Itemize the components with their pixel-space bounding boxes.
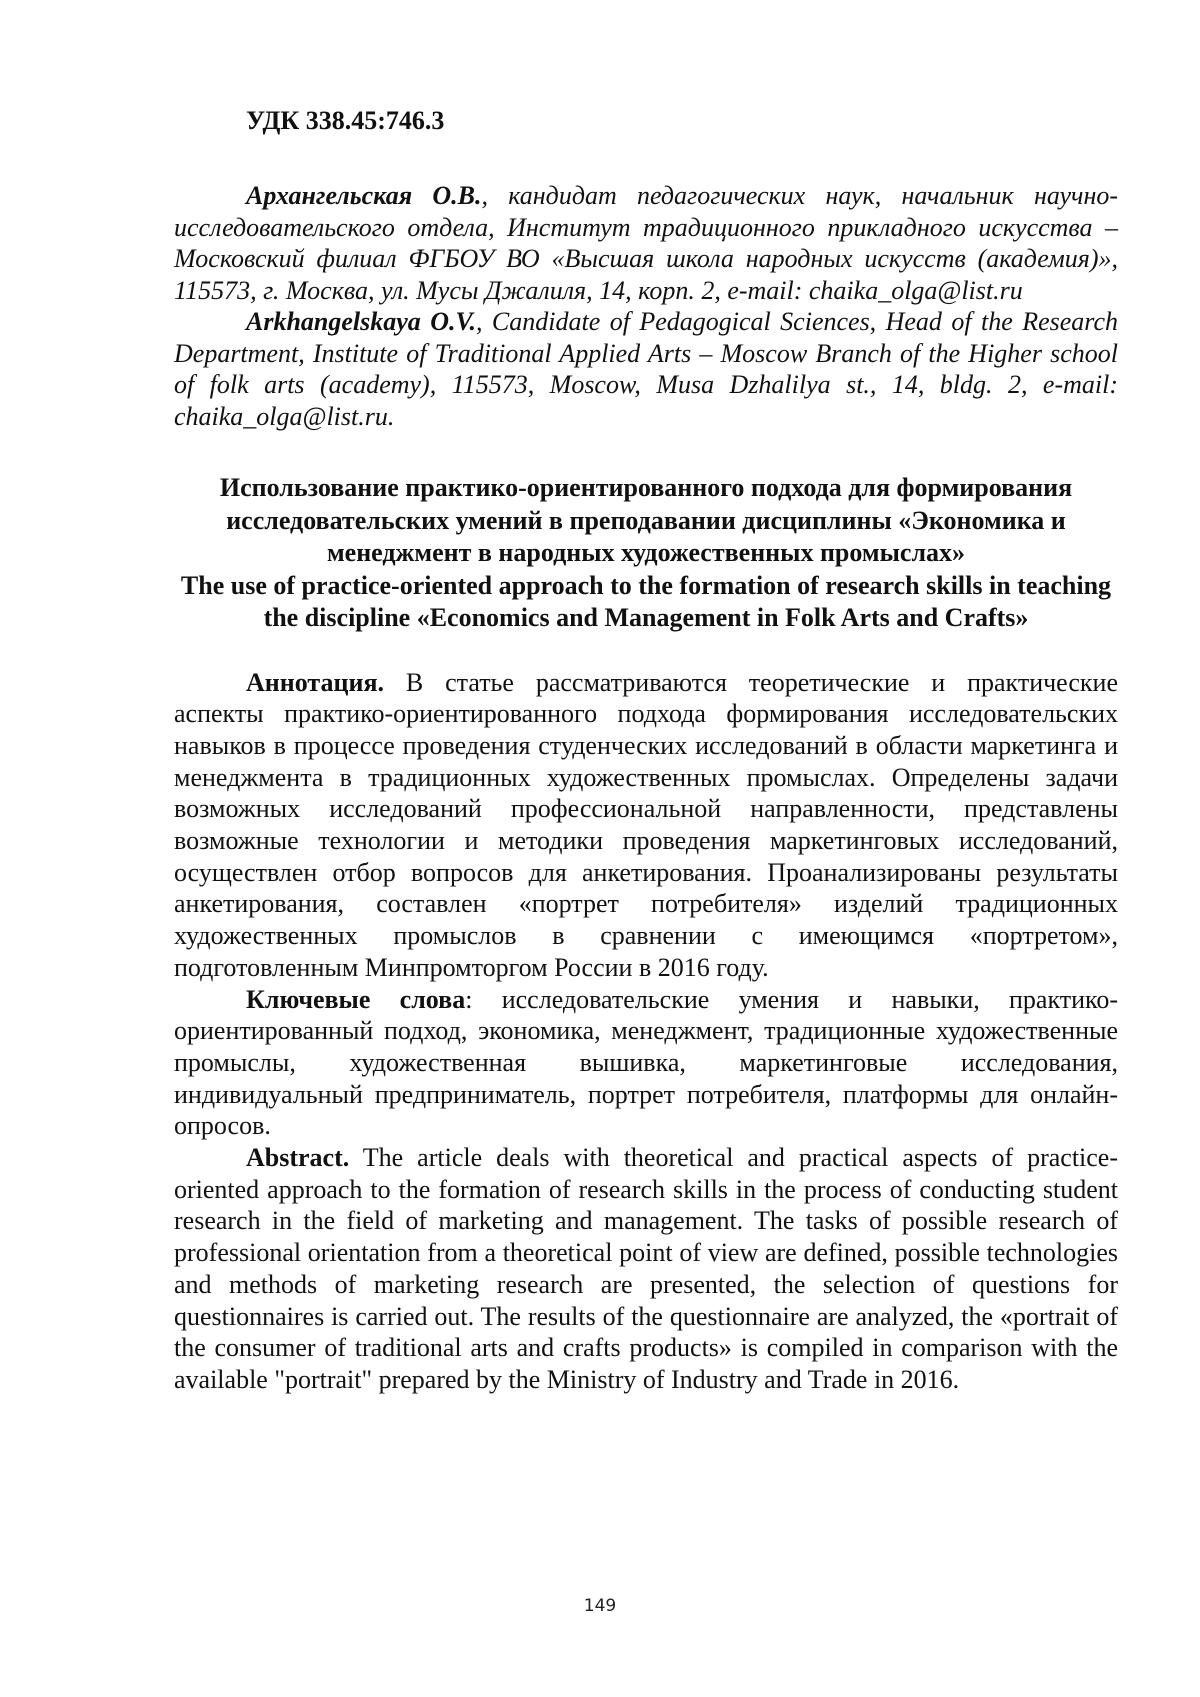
annotation-text: В статье рассматриваются теоретические и практические аспекты практико-ориентированного подхода формирования исследовательских навыков в процессе проведения студенческих исследований в области маркетинга и менеджмента в традиционных художественных промыслах. Определены задачи возможных исследований профессиональной направленности, представлены возможные технологии и методики проведения маркетинговых исследований, осуществлен отбор вопросов для анкетирования. Проанализированы результаты анкетирования, составлен «портрет потребителя» изделий традиционных художественных промыслов в сравнении с имеющимся «портретом», подготовленным Минпромторгом России в 2016 году.	[174, 667, 1118, 982]
annotation-label: Аннотация.	[246, 667, 385, 697]
keywords-text: : исследовательские умения и навыки, практико-ориентированный подход, экономика, менеджмент, традиционные художественные промыслы, художественная вышивка, маркетинговые исследования, индивидуальный предприниматель, портрет потребителя, платформы для онлайн-опросов.	[174, 984, 1119, 1141]
author-info-ru	[174, 180, 1118, 306]
author-details-en: , Candidate of Pedagogical Sciences, Head of the Research Department, Institute of Traditional Applied Arts – Moscow Branch of the Higher school of folk arts (academy), 115573, Moscow, Musa Dzhalilya st., 14, bldg. 2, e-mail: chaika_olga@list.ru.	[174, 307, 1118, 431]
author-info-en	[174, 306, 1118, 432]
keywords-paragraph	[174, 984, 1118, 1143]
article-title-block	[174, 472, 1118, 635]
page-number: 149	[583, 1596, 617, 1616]
article-title-en: The use of practice-oriented approach to the formation of research skills in teaching the discipline «Economics and Management in Folk Arts and Crafts»	[180, 570, 1112, 632]
article-abstract-section	[174, 667, 1118, 1396]
article-title-ru: Использование практико-ориентированного подхода для формирования исследовательских умений в преподавании дисциплины «Экономика и менеджмент в народных художественных промыслах»	[219, 473, 1073, 567]
keywords-label: Ключевые слова	[246, 984, 466, 1014]
author-details-ru: , кандидат педагогических наук, начальник научно-исследовательского отдела, Институт традиционного прикладного искусства – Московский филиал ФГБОУ ВО «Высшая школа народных искусств (академия)», 115573, г. Москва, ул. Мусы Джалиля, 14, корп. 2, e-mail: chaika_olga@list.ru	[174, 181, 1118, 305]
author-name-en: Arkhangelskaya O.V.	[246, 307, 476, 336]
annotation-paragraph	[174, 667, 1118, 984]
abstract-label: Abstract.	[246, 1143, 350, 1173]
abstract-text: The article deals with theoretical and practical aspects of practice-oriented approach to the formation of research skills in the process of conducting student research in the field of marketing and management. The tasks of possible research of professional orientation from a theoretical point of view are defined, possible technologies and methods of marketing research are presented, the selection of questions for questionnaires is carried out. The results of the questionnaire are analyzed, the «portrait of the consumer of traditional arts and crafts products» is compiled in comparison with the available "portrait" prepared by the Ministry of Industry and Trade in 2016.	[174, 1143, 1118, 1394]
article-page	[174, 104, 1118, 1396]
abstract-paragraph	[174, 1142, 1118, 1396]
udk-code: УДК 338.45:746.3	[246, 106, 445, 135]
author-name-ru: Архангельская О.В.	[246, 181, 482, 210]
